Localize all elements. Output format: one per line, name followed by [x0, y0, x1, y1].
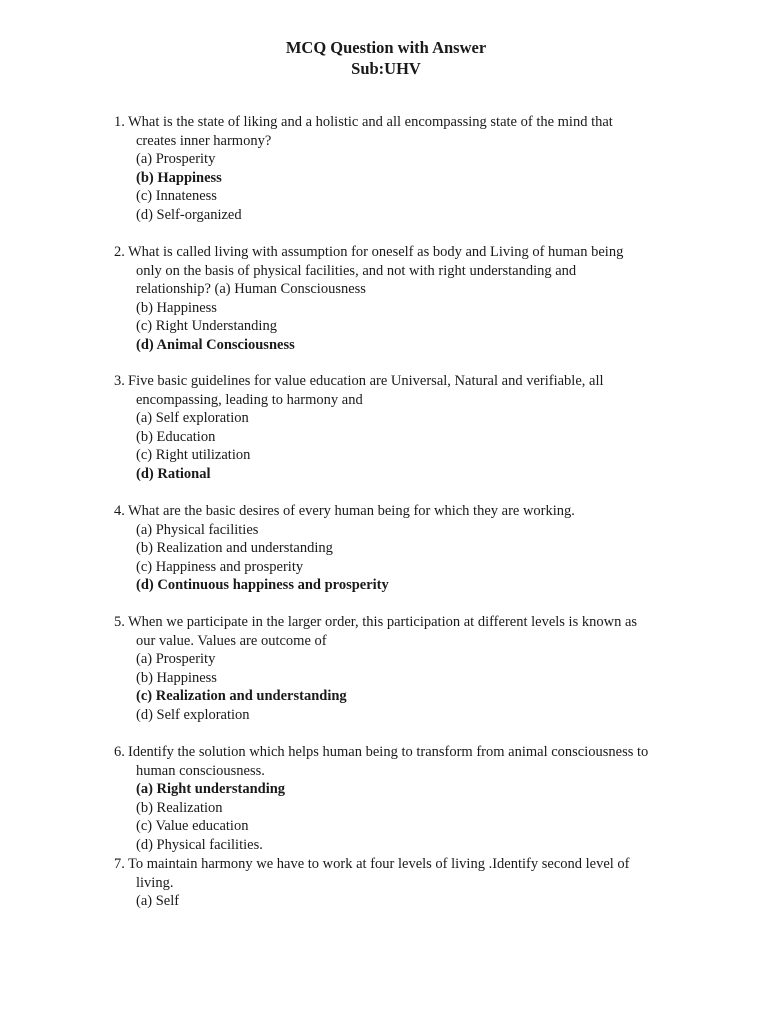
question-line	[114, 113, 684, 132]
page-title: MCQ Question with Answer	[285, 38, 487, 57]
answer-option: (b) Realization	[136, 799, 223, 816]
question-line	[114, 743, 684, 762]
question-text-continued: only on the basis of physical facilities, and not with right understanding and	[136, 262, 577, 279]
question-number: 5.	[114, 614, 125, 630]
question-text-continued: creates inner harmony?	[136, 132, 272, 149]
question-1	[114, 113, 684, 225]
question-number: 7.	[114, 856, 125, 872]
question-line	[114, 243, 684, 262]
question-text-continued: encompassing, leading to harmony and	[136, 391, 363, 408]
question-text: Identify the solution which helps human being to transform from animal consciousness to	[128, 744, 649, 760]
answer-option: (c) Value education	[136, 818, 249, 835]
answer-option: (a) Self exploration	[136, 410, 249, 427]
answer-option: (a) Self	[136, 893, 180, 910]
question-line	[114, 502, 684, 521]
answer-option: (d) Self-organized	[136, 206, 242, 223]
answer-option: (b) Realization and understanding	[136, 540, 333, 557]
question-text-continued: our value. Values are outcome of	[136, 632, 327, 649]
answer-option: (d) Physical facilities.	[136, 836, 263, 853]
question-5	[114, 613, 684, 725]
correct-answer-option: (c) Realization and understanding	[136, 688, 347, 705]
answer-option: (d) Self exploration	[136, 706, 250, 723]
question-number: 4.	[114, 503, 125, 519]
answer-option: (b) Happiness	[136, 669, 217, 686]
correct-answer-option: (d) Rational	[136, 465, 211, 482]
answer-option: (c) Right utilization	[136, 447, 251, 464]
question-7	[114, 855, 684, 911]
answer-option: (a) Physical facilities	[136, 521, 259, 538]
question-line	[114, 855, 684, 874]
answer-option: (c) Right Understanding	[136, 318, 277, 335]
question-number: 3.	[114, 373, 125, 389]
question-text: What is the state of liking and a holistic and all encompassing state of the mind that	[128, 114, 613, 130]
correct-answer-option: (d) Animal Consciousness	[136, 336, 295, 353]
question-3	[114, 372, 684, 484]
question-6	[114, 743, 684, 855]
answer-option: (c) Happiness and prosperity	[136, 558, 304, 575]
question-4	[114, 502, 684, 595]
question-line	[114, 613, 684, 632]
question-2	[114, 243, 684, 355]
answer-option: (c) Innateness	[136, 188, 217, 205]
header	[0, 37, 768, 79]
question-text: To maintain harmony we have to work at four levels of living .Identify second level of	[128, 856, 630, 872]
question-text-continued: relationship? (a) Human Consciousness	[136, 281, 366, 298]
correct-answer-option: (a) Right understanding	[136, 781, 286, 798]
question-text-continued: human consciousness.	[136, 762, 265, 779]
answer-option: (a) Prosperity	[136, 651, 216, 668]
correct-answer-option: (d) Continuous happiness and prosperity	[136, 577, 389, 594]
question-number: 1.	[114, 114, 125, 130]
answer-option: (b) Happiness	[136, 299, 217, 316]
question-text-continued: living.	[136, 874, 174, 891]
question-line	[114, 372, 684, 391]
question-text: What is called living with assumption for oneself as body and Living of human being	[128, 244, 624, 260]
question-text: When we participate in the larger order, this participation at different levels is known as	[128, 614, 638, 630]
question-text: Five basic guidelines for value education are Universal, Natural and verifiable, all	[128, 373, 604, 389]
subject-title: Sub:UHV	[351, 59, 421, 78]
question-number: 6.	[114, 744, 125, 760]
question-text: What are the basic desires of every human being for which they are working.	[128, 503, 575, 519]
correct-answer-option: (b) Happiness	[136, 169, 222, 186]
answer-option: (b) Education	[136, 428, 216, 445]
answer-option: (a) Prosperity	[136, 151, 216, 168]
question-number: 2.	[114, 244, 125, 260]
